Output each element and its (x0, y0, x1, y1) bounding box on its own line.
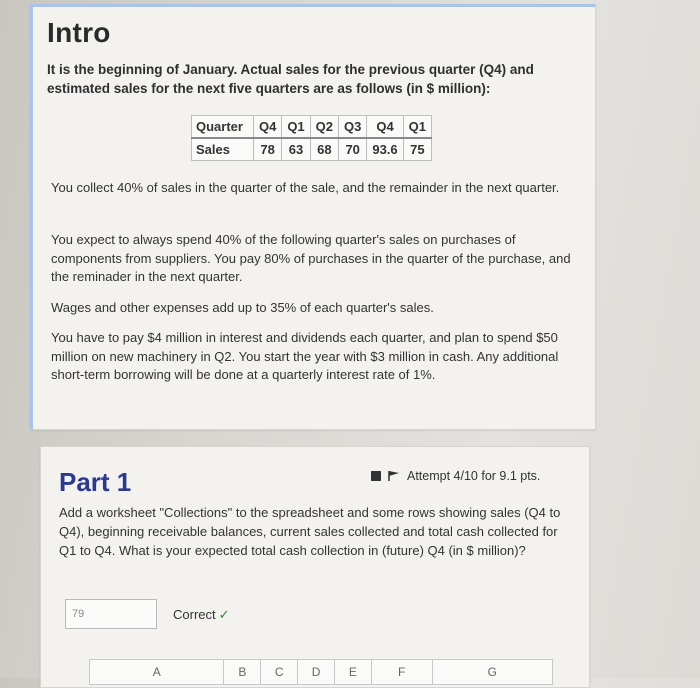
part1-card (40, 446, 590, 688)
sales-table-header-row (192, 116, 432, 139)
intro-card (30, 4, 596, 430)
table-cell: 93.6 (367, 138, 403, 161)
table-row (192, 138, 432, 161)
table-header: Quarter (192, 116, 254, 139)
column-header[interactable]: A (90, 660, 224, 684)
table-cell: 63 (282, 138, 310, 161)
spreadsheet-column-headers (89, 659, 553, 685)
table-cell: 68 (310, 138, 338, 161)
flag-icon[interactable] (387, 470, 401, 482)
table-cell: 70 (339, 138, 367, 161)
check-icon: ✓ (218, 607, 230, 622)
column-header[interactable]: B (224, 660, 261, 684)
column-header[interactable]: C (261, 660, 298, 684)
table-header: Q3 (339, 116, 367, 139)
purchases-paragraph: You expect to always spend 40% of the following quarter's sales on purchases of components from suppliers. You pay 80% of purchases in the quarter of the purchase, and the reminader in the next quarter. (51, 232, 571, 284)
part1-title: Part 1 (59, 467, 132, 497)
status-correct (173, 607, 230, 623)
wages-paragraph: Wages and other expenses add up to 35% of each quarter's sales. (51, 300, 434, 315)
attempt-text: Attempt 4/10 for 9.1 pts. (407, 469, 541, 483)
status-text: Correct (173, 607, 216, 622)
table-cell: 75 (403, 138, 431, 161)
sales-table (191, 115, 432, 161)
table-header: Q1 (403, 116, 431, 139)
column-header[interactable]: E (335, 660, 372, 684)
column-header[interactable]: D (298, 660, 335, 684)
square-icon[interactable] (371, 471, 381, 481)
collection-paragraph: You collect 40% of sales in the quarter of the sale, and the remainder in the next quarter. (51, 180, 560, 195)
table-cell: Sales (192, 138, 254, 161)
interest-paragraph: You have to pay $4 million in interest and dividends each quarter, and plan to spend $50 million on new machinery in Q2. You start the year with $3 million in cash. Any additional short-term borrowing will be done at a quarterly interest rate of 1%. (51, 330, 559, 382)
intro-title: Intro (47, 17, 111, 48)
table-header: Q4 (367, 116, 403, 139)
column-header[interactable]: G (487, 665, 497, 679)
table-header: Q1 (282, 116, 310, 139)
intro-lead: It is the beginning of January. Actual sales for the previous quarter (Q4) and estimated sales for the next five quarters are as follows (in $ million): (47, 62, 534, 96)
column-header[interactable]: F (372, 660, 433, 684)
table-header: Q4 (253, 116, 281, 139)
table-cell: 78 (253, 138, 281, 161)
answer-input[interactable] (65, 599, 157, 629)
question-text: Add a worksheet "Collections" to the spreadsheet and some rows showing sales (Q4 to Q4), beginning receivable balances, current sales collected and total cash collected for Q1 to Q4. What is your expected total cash collection in (future) Q4 (in $ million)? (59, 505, 561, 558)
attempt-info (371, 469, 540, 483)
table-header: Q2 (310, 116, 338, 139)
